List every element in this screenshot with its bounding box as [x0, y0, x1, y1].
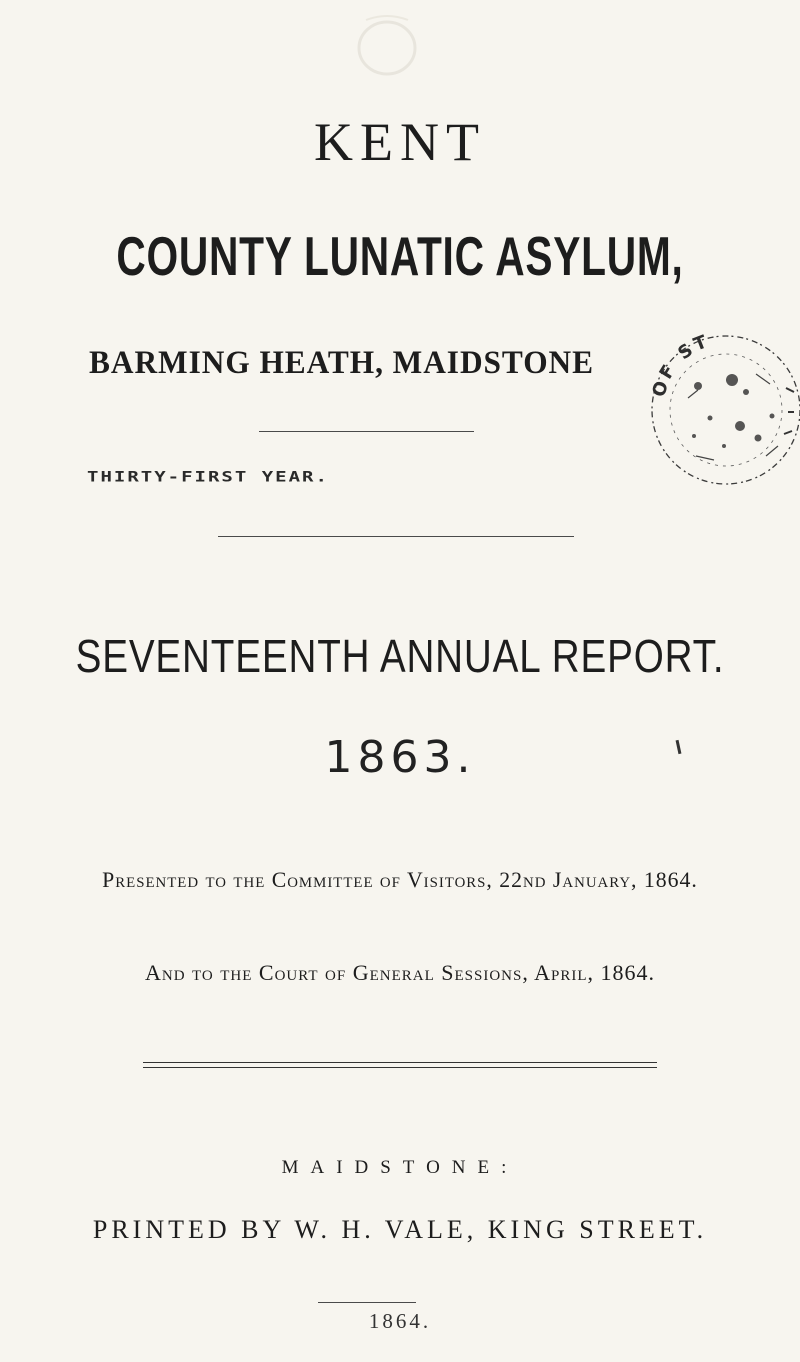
location-line: BARMING HEATH, MAIDSTONE	[89, 345, 595, 381]
imprint-city: MAIDSTONE:	[281, 1157, 519, 1178]
double-rule	[143, 1062, 657, 1068]
imprint-printer: PRINTED BY W. H. VALE, KING STREET.	[92, 1215, 708, 1244]
rule-short	[318, 1302, 416, 1303]
report-title: SEVENTEENTH ANNUAL REPORT.	[75, 630, 725, 682]
sessions-line: And to the Court of General Sessions, April, 1864.	[144, 960, 656, 985]
presented-line: Presented to the Committee of Visitors, 22nd January, 1864.	[102, 867, 698, 892]
show-through-blot	[352, 10, 422, 80]
rule-middle	[218, 536, 574, 537]
imprint-year: 1864.	[368, 1309, 432, 1333]
year-label: THIRTY-FIRST YEAR.	[87, 468, 329, 486]
svg-text:OF ST	[648, 330, 712, 399]
stamp-ring-text: OF ST	[648, 330, 713, 400]
title-kent: KENT	[314, 112, 486, 172]
title-asylum: COUNTY LUNATIC ASYLUM,	[116, 225, 684, 287]
rule-top	[259, 431, 474, 432]
library-stamp	[636, 328, 800, 488]
report-year: 1863.	[324, 732, 476, 783]
